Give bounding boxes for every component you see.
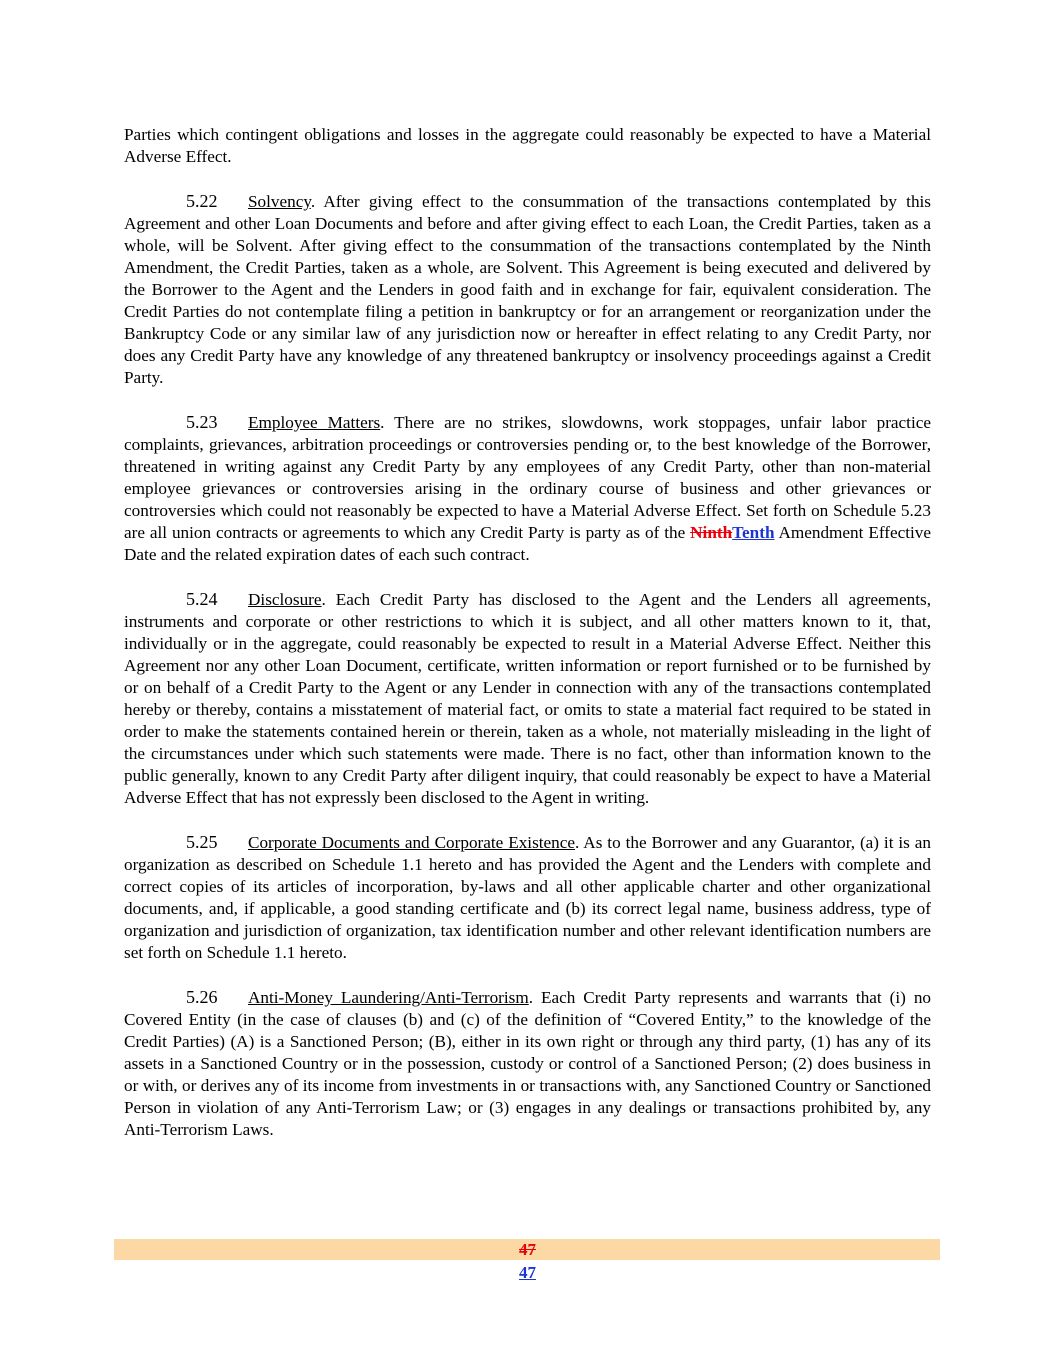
section-body: . Each Credit Party has disclosed to the Agent and the Lenders all agreements, instruments and corporate or other restrictions to which it is subject, and all other matters known to it, that, individually or in the aggregate, could reasonably be expected to result in a Material Adverse Effect. Neither this Agreement nor any other Loan Document, certificate, written information or report furnished or to be furnished by or on behalf of a Credit Party to the Agent or any Lender in connection with any of the transactions contemplated hereby or thereby, contains a misstatement of material fact, or omits to state a material fact required to be stated in order to make the statements contained herein or therein, taken as a whole, not materially misleading in the light of the circumstances under which such statements were made. There is no fact, other than information known to the public generally, known to any Credit Party after diligent inquiry, that could reasonably be expect to have a Material Adverse Effect that has not expressly been disclosed to the Agent in writing. [124,590,931,807]
section-5-23 [124,411,931,566]
document-page [124,124,931,1163]
inserted-text: Tenth [732,523,775,542]
section-number: 5.25 [186,832,218,852]
section-5-24 [124,588,931,809]
section-heading: Solvency [248,192,311,211]
section-5-25 [124,831,931,964]
section-body: . After giving effect to the consummation of the transactions contemplated by this Agreement and other Loan Documents and before and after giving effect to each Loan, the Credit Parties, taken as a whole, will be Solvent. After giving effect to the consummation of the transactions contemplated by the Ninth Amendment, the Credit Parties, taken as a whole, are Solvent. This Agreement is being executed and delivered by the Borrower to the Agent and the Lenders in good faith and in exchange for fair, equivalent consideration. The Credit Parties do not contemplate filing a petition in bankruptcy or for an arrangement or reorganization under the Bankruptcy Code or any similar law of any jurisdiction now or hereafter in effect relating to any Credit Party, nor does any Credit Party have any knowledge of any threatened bankruptcy or insolvency proceedings against a Credit Party. [124,192,931,387]
section-5-22 [124,190,931,389]
section-number: 5.26 [186,987,218,1007]
section-number: 5.23 [186,412,218,432]
section-heading: Anti-Money Laundering/Anti-Terrorism [248,988,529,1007]
deleted-text: Ninth [690,523,733,542]
section-body: . Each Credit Party represents and warrants that (i) no Covered Entity (in the case of clauses (b) and (c) of the definition of “Covered Entity,” to the knowledge of the Credit Parties) (A) is a Sanctioned Person; (B), either in its own right or through any third party, (1) has any of its assets in a Sanctioned Country or in the possession, custody or control of a Sanctioned Person; (2) does business in or with, or derives any of its income from investments in or transactions with, any Sanctioned Country or Sanctioned Person in violation of any Anti-Terrorism Law; or (3) engages in any dealings or transactions prohibited by, any Anti-Terrorism Laws. [124,988,932,1139]
section-number: 5.22 [186,191,218,211]
page-number-inserted: 47 [519,1263,536,1282]
page-number-deleted: 47 [519,1240,536,1259]
section-5-26 [124,986,931,1141]
section-body-continued: Amendment Effective Date and the related expiration dates of each such contract. [124,523,931,564]
section-heading: Disclosure [248,590,322,609]
section-body: . There are no strikes, slowdowns, work stoppages, unfair labor practice complaints, grievances, arbitration proceedings or controversies pending or, to the best knowledge of the Borrower, threatened in writing against any Credit Party by any employees of any Credit Party, other than non-material employee grievances or controversies arising in the ordinary course of business and other grievances or controversies which could not reasonably be expected to have a Material Adverse Effect. Set forth on Schedule 5.23 are all union contracts or agreements to which any Credit Party is party as of the [124,413,931,542]
section-number: 5.24 [186,589,218,609]
section-body: . As to the Borrower and any Guarantor, (a) it is an organization as described on Schedule 1.1 hereto and has provided the Agent and the Lenders with complete and correct copies of its articles of incorporation, by-laws and all other applicable charter and other organizational documents, and, if applicable, a good standing certificate and (b) its correct legal name, business address, type of organization and jurisdiction of organization, tax identification number and other relevant identification numbers are set forth on Schedule 1.1 hereto. [124,833,931,962]
intro-paragraph: Parties which contingent obligations and losses in the aggregate could reasonably be expected to have a Material Adverse Effect. [124,125,931,166]
section-heading: Employee Matters [248,413,381,432]
section-heading: Corporate Documents and Corporate Existence [248,833,576,852]
